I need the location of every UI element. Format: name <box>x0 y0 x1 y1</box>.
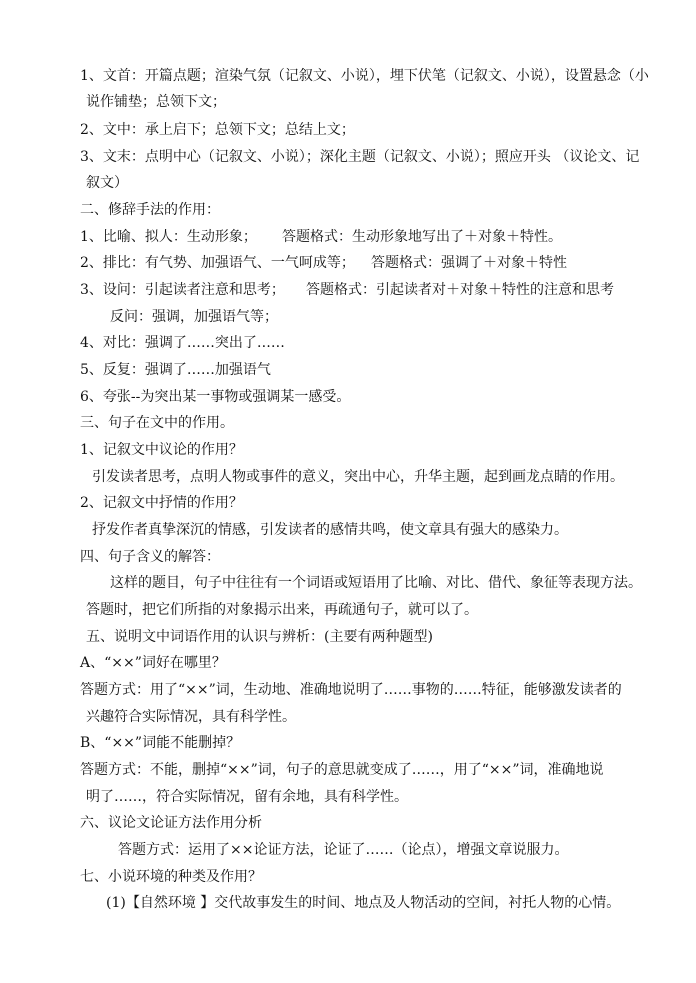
text-line: 说作铺垫；总领下文； <box>86 94 226 110</box>
answer-line: 答题方式：用了“××”词，生动地、准确地说明了……事物的……特征，能够激发读者的 <box>80 682 622 698</box>
text-line: 3、设问：引起读者注意和思考； <box>80 282 285 298</box>
text-line: 这样的题目，句子中往往有一个词语或短语用了比喻、对比、借代、象征等表现方法。 <box>110 575 642 591</box>
answer-format: 答题格式：生动形象地写出了＋对象＋特性。 <box>282 229 562 245</box>
answer-line: 引发读者思考，点明人物或事件的意义，突出中心，升华主题，起到画龙点睛的作用。 <box>92 469 624 485</box>
answer-format: 答题格式：强调了＋对象＋特性 <box>371 255 567 271</box>
answer-format: 答题格式：引起读者对＋对象＋特性的注意和思考 <box>306 282 614 298</box>
text-line: 1、文首：开篇点题；渲染气氛（记叙文、小说），埋下伏笔（记叙文、小说），设置悬念（小 <box>80 68 649 84</box>
section-heading: 六、议论文论证方法作用分析 <box>80 815 262 831</box>
text-line: 2、文中：承上启下；总领下文；总结上文； <box>80 122 355 138</box>
section-heading: 七、小说环境的种类及作用？ <box>80 869 262 885</box>
question-line: B、“××”词能不能删掉？ <box>80 735 241 751</box>
text-line: (1)【自然环境 】交代故事发生的时间、地点及人物活动的空间，衬托人物的心情。 <box>106 895 621 911</box>
section-heading: 三、句子在文中的作用。 <box>80 415 234 431</box>
text-line: 2、排比：有气势、加强语气、一气呵成等； <box>80 255 355 271</box>
answer-line: 答题方式：不能，删掉“××”词，句子的意思就变成了……，用了“××”词，准确地说 <box>80 762 604 778</box>
answer-line: 明了……，符合实际情况，留有余地，具有科学性。 <box>86 789 408 805</box>
question-line: 2、记叙文中抒情的作用？ <box>80 495 243 511</box>
text-line: 4、对比：强调了……突出了…… <box>80 335 285 351</box>
text-line: 答题时，把它们所指的对象揭示出来，再疏通句子，就可以了。 <box>86 602 478 618</box>
question-line: 1、记叙文中议论的作用？ <box>80 442 243 458</box>
text-line: 5、反复：强调了……加强语气 <box>80 362 271 378</box>
answer-line: 答题方式：运用了××论证方法，论证了……（论点），增强文章说服力。 <box>118 842 569 858</box>
section-heading: 四、句子含义的解答： <box>80 549 220 565</box>
section-heading: 五、说明文中词语作用的认识与辨析：(主要有两种题型) <box>86 629 433 645</box>
answer-line: 兴趣符合实际情况，具有科学性。 <box>86 709 296 725</box>
question-line: A、“××”词好在哪里？ <box>80 655 226 671</box>
answer-line: 抒发作者真挚深沉的情感，引发读者的感情共鸣，使文章具有强大的感染力。 <box>92 522 568 538</box>
text-line: 6、夸张--为突出某一事物或强调某一感受。 <box>80 389 351 405</box>
text-line: 1、比喻、拟人：生动形象； <box>80 229 257 245</box>
text-line: 3、文末：点明中心（记叙文、小说）；深化主题（记叙文、小说）；照应开头 （议论文、记 <box>80 149 640 165</box>
text-line: 反问：强调，加强语气等； <box>110 309 278 325</box>
section-heading: 二、修辞手法的作用： <box>80 202 220 218</box>
text-line: 叙文） <box>86 175 128 191</box>
